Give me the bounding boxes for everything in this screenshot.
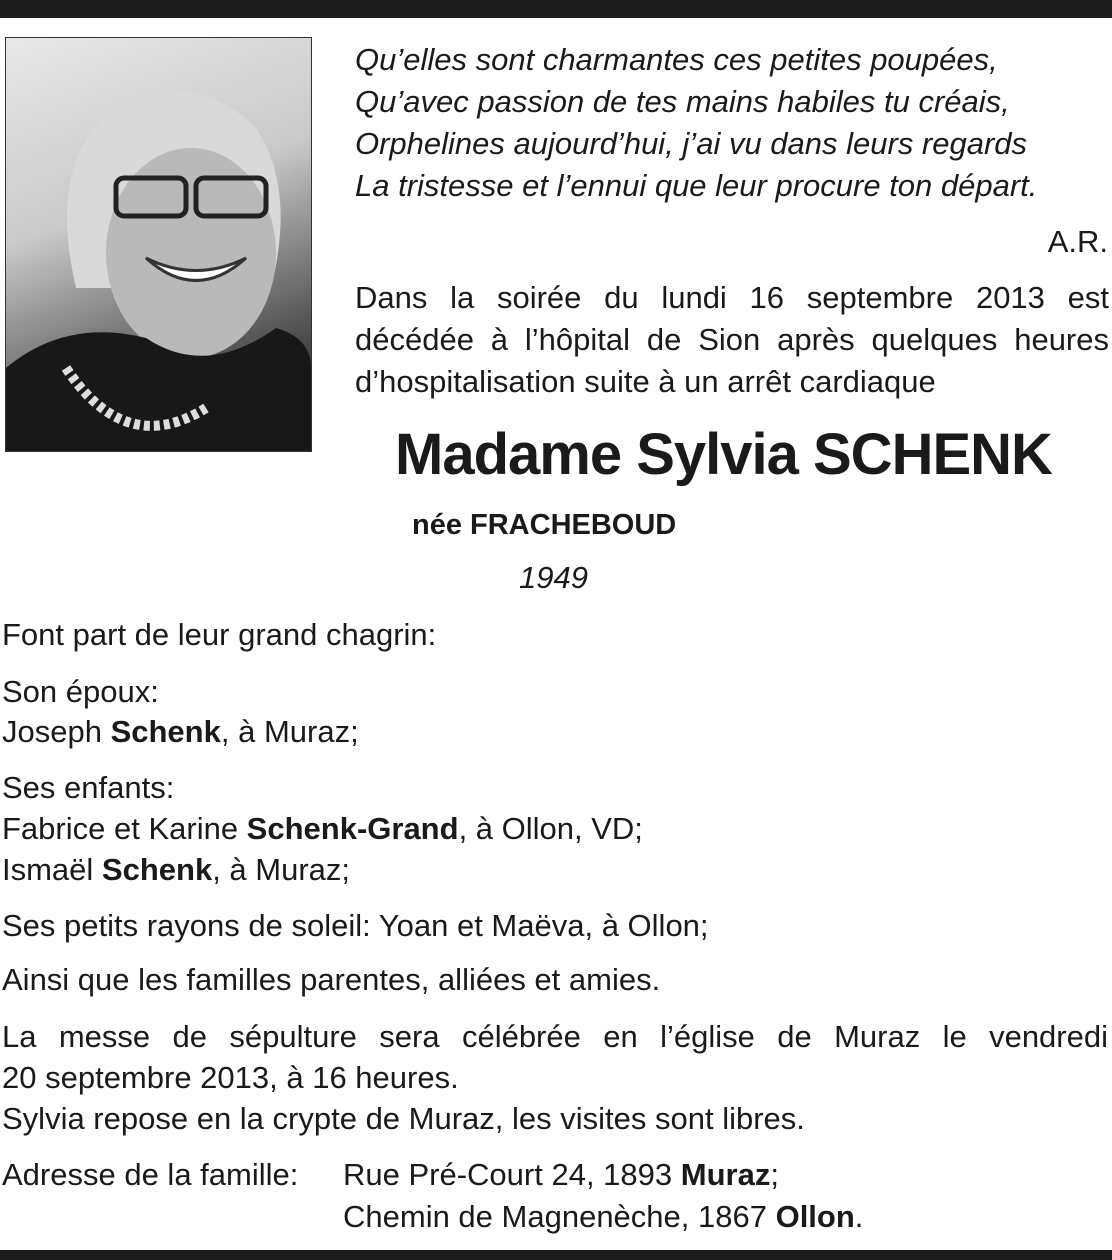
poem-line: Orphelines aujourd’hui, j’ai vu dans leurs regards <box>355 126 1028 161</box>
poem-line: Qu’avec passion de tes mains habiles tu créais, <box>355 84 1010 119</box>
poem-author: A.R. <box>1047 224 1108 259</box>
mass-line: La messe de sépulture sera célébrée en l’église de Muraz le vendredi <box>2 1019 1108 1054</box>
intro-line: d’hospitalisation suite à un arrêt cardiaque <box>355 364 936 399</box>
crypt-line: Sylvia repose en la crypte de Muraz, les visites sont libres. <box>2 1101 805 1136</box>
poem-line: La tristesse et l’ennui que leur procure ton départ. <box>355 168 1038 203</box>
address-line: Chemin de Magnenèche, 1867 Ollon. <box>343 1199 864 1234</box>
announce: Font part de leur grand chagrin: <box>2 617 437 652</box>
address-label: Adresse de la famille: <box>2 1157 299 1192</box>
intro-line: Dans la soirée du lundi 16 septembre 2013 est <box>355 280 1109 315</box>
child-line: Ismaël Schenk, à Muraz; <box>2 852 351 887</box>
top-rule <box>0 0 1112 18</box>
poem-line: Qu’elles sont charmantes ces petites poupées, <box>355 42 998 77</box>
mass-line: 20 septembre 2013, à 16 heures. <box>2 1060 459 1095</box>
spouse-label: Son époux: <box>2 674 159 709</box>
families: Ainsi que les familles parentes, alliées et amies. <box>2 962 661 997</box>
intro-line: décédée à l’hôpital de Sion après quelques heures <box>355 322 1109 357</box>
portrait-photo <box>5 37 312 452</box>
birth-year: 1949 <box>519 560 588 595</box>
maiden-name: née FRACHEBOUD <box>412 509 677 541</box>
bottom-rule <box>0 1250 1112 1260</box>
deceased-name: Madame Sylvia SCHENK <box>395 422 1052 487</box>
child-line: Fabrice et Karine Schenk-Grand, à Ollon, VD; <box>2 811 643 846</box>
grandchildren: Ses petits rayons de soleil: Yoan et Maëva, à Ollon; <box>2 908 709 943</box>
spouse-line: Joseph Schenk, à Muraz; <box>2 714 359 749</box>
address-line: Rue Pré-Court 24, 1893 Muraz; <box>343 1157 779 1192</box>
children-label: Ses enfants: <box>2 770 175 805</box>
